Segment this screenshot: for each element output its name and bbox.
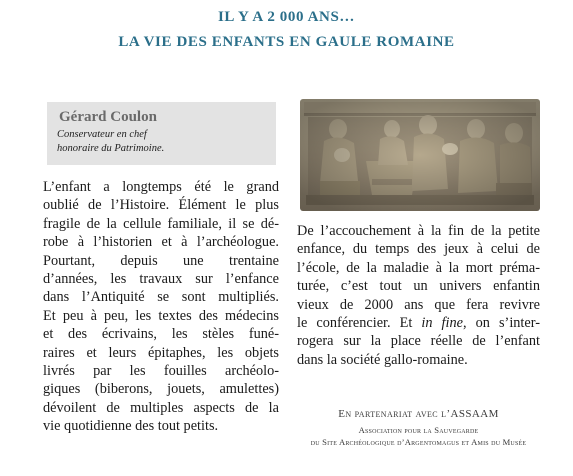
left-line-10: raires et leurs épitaphes, les objets <box>43 344 279 361</box>
left-line-1: L’enfant a longtemps été le grand <box>43 179 279 195</box>
left-line-7: dans l’Antiquité se sont multipliés. <box>43 289 279 306</box>
author-role-line-1: Conservateur en chef <box>57 129 147 140</box>
author-name: Gérard Coulon <box>59 109 157 125</box>
left-column-text <box>43 178 279 436</box>
right-line-6-b: , on s’inter- <box>463 315 540 332</box>
left-line-6: d’années, les travaux sur l’enfance <box>43 271 279 288</box>
right-line-4: turée, c’est tout un univers enfantin <box>297 278 540 295</box>
right-line-6-a: le conférencier. Et <box>297 315 422 332</box>
relief-photo <box>300 99 540 211</box>
right-line-5: vieux de 2000 ans que fera revivre <box>297 296 540 313</box>
right-line-8: dans la société gallo-romaine. <box>297 351 468 368</box>
partner-line-3: du Site Archéologique d’Argentomagus et Amis du Musée <box>310 437 527 447</box>
left-line-13: dévoilent de multiples aspects de la <box>43 399 279 416</box>
title-line-1: IL Y A 2 000 ANS… <box>217 9 356 25</box>
right-line-7: rogera sur la place réelle de l’enfant <box>297 333 540 350</box>
partner-line-1: En partenariat avec l’ASSAAM <box>338 408 499 420</box>
right-line-6 <box>297 314 540 332</box>
left-line-4: robe à l’historien et à l’archéologue. <box>43 234 279 251</box>
left-line-5: Pourtant, depuis une trentaine <box>43 252 279 269</box>
left-line-14: vie quotidienne des tout petits. <box>43 418 219 435</box>
author-box <box>47 102 276 165</box>
in-fine-italic: in fine <box>421 315 464 332</box>
right-line-2: enfance, du temps des jeux à celui de <box>297 241 540 258</box>
title-line-2: LA VIE DES ENFANTS EN GAULE ROMAINE <box>118 34 455 50</box>
left-line-11: livrés par les fouilles archéolo- <box>43 363 279 380</box>
left-line-2: oublié de l’Histoire. Élément le plus <box>43 197 279 214</box>
left-line-9: et des écrivains, les stèles funé- <box>43 326 279 343</box>
author-role-line-2: honoraire du Patrimoine. <box>57 143 165 154</box>
right-line-3: l’école, de la maladie à la mort préma- <box>297 259 540 276</box>
right-line-1: De l’accouchement à la fin de la petite <box>297 223 540 239</box>
left-line-3: fragile de la cellule familiale, il se dé- <box>43 215 279 232</box>
left-line-12: giques (biberons, jouets, amulettes) <box>43 381 279 398</box>
left-line-8: Et peu à peu, les textes des médecins <box>43 307 279 324</box>
partner-line-2: Association pour la Sauvegarde <box>358 425 479 435</box>
right-column-text <box>297 222 540 369</box>
